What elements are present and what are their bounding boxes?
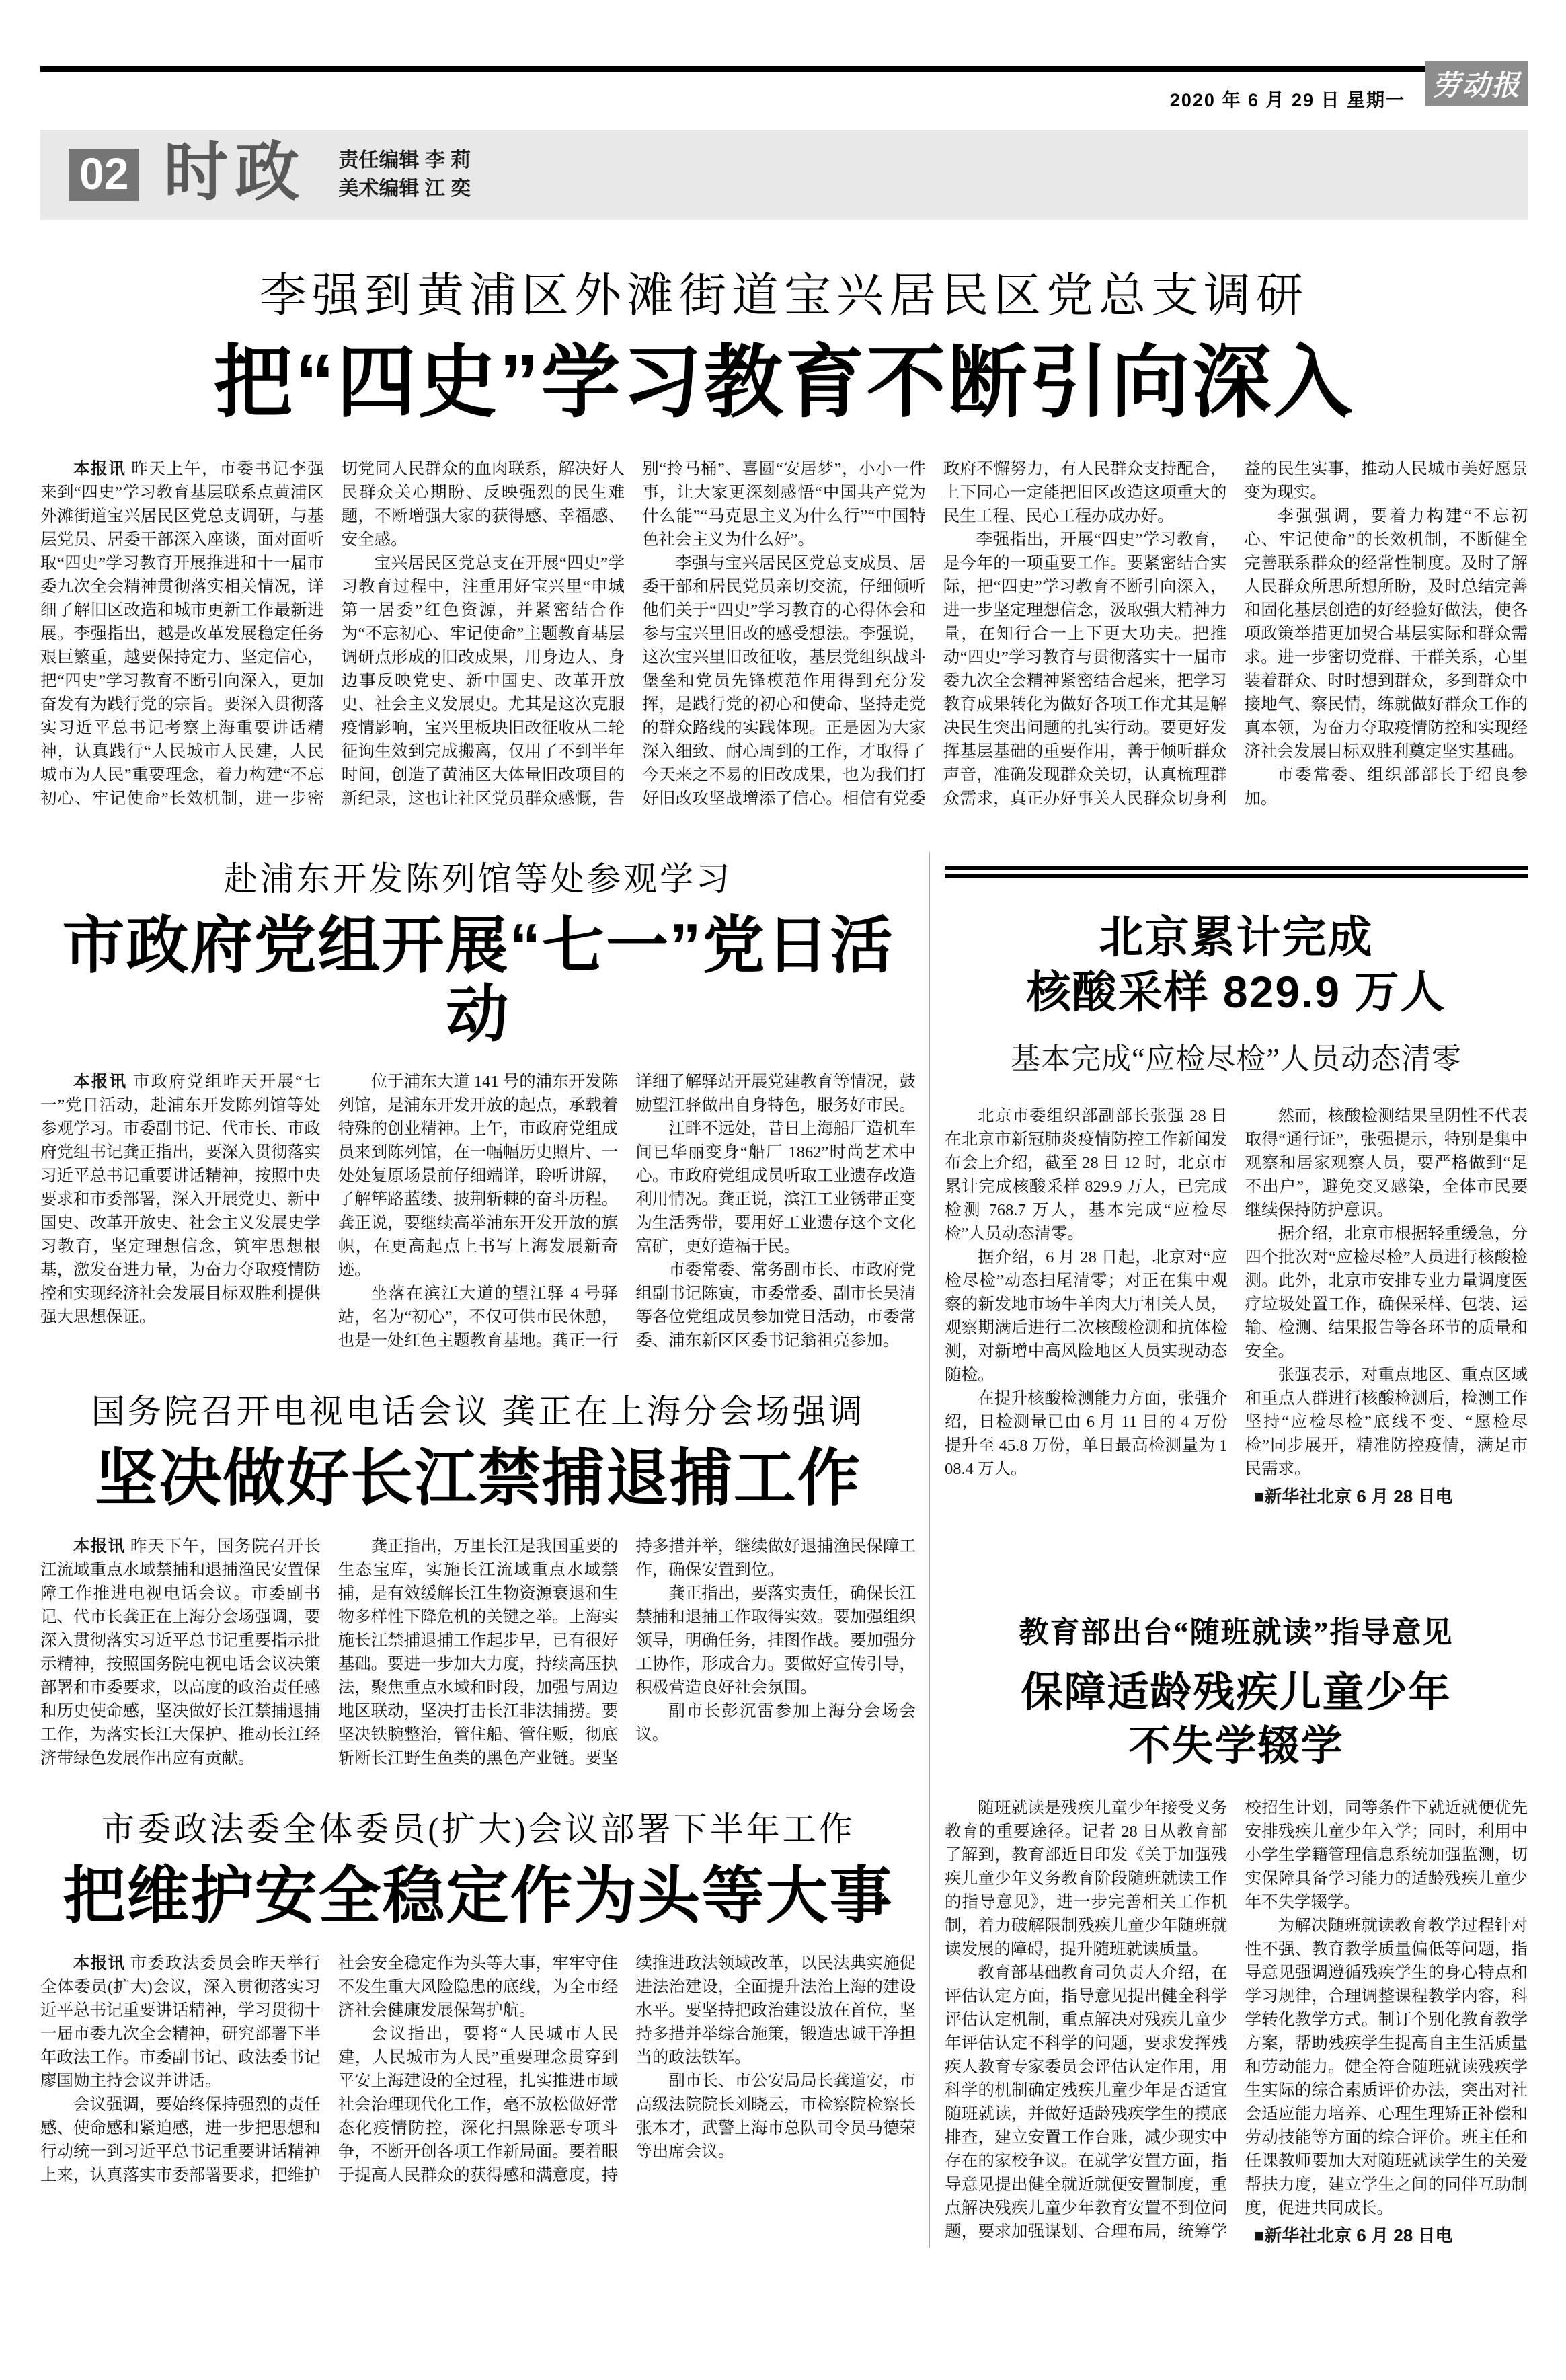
paragraph: 副市长、市公安局局长龚道安，市高级法院院长刘晓云，市检察院检察长张本才，武警上海市总队司令员马德荣等出席会议。 xyxy=(635,2071,916,2161)
paragraph: 会议强调，要始终保持强烈的责任感、使命感和紧迫感，进一步把思想和行动统一到习近平总书记重要讲话精神上来，认真落实市委部署要求，把维护社会安全稳定作为头等大事，牢牢守住不发生重大风险隐患的底线，为全市经济社会健康发展保驾护航。 xyxy=(40,1954,619,2184)
headline-line: 不失学辍学 xyxy=(1128,1722,1344,1769)
paragraph: 然而，核酸检测结果呈阴性不代表取得“通行证”，张强提示，特别是集中观察和居家观察人员，要严格做到“足不出户”，避免交叉感染，全体市民要继续保持防护意识。 xyxy=(1245,1106,1528,1219)
editor-credits xyxy=(338,147,471,203)
article-headline: 坚决做好长江禁捕退捕工作 xyxy=(95,1443,861,1514)
right-column-region xyxy=(929,852,1528,2248)
paragraph: 副市长彭沉雷参加上海分会场会议。 xyxy=(635,1701,916,1744)
article-kicker: 国务院召开电视电话会议 龚正在上海分会场强调 xyxy=(91,1393,865,1431)
paragraph: 北京市委组织部副部长张强 28 日在北京市新冠肺炎疫情防控工作新闻发布会上介绍，截至 28 日 12 时，北京市累计完成核酸采样 829.9 万人，已完成检测 768.7 万人，基本完成“应检尽检”人员动态清零。 xyxy=(945,1106,1228,1243)
article-education xyxy=(945,1608,1528,2248)
left-column-region xyxy=(40,852,929,2248)
article-body xyxy=(945,1104,1528,1508)
article-beijing xyxy=(945,866,1528,1508)
paragraph: 坐落在滨江大道的望江驿 4 号驿站，名为“初心”，不仅可供市民休憩，也是一处红色主题教育基地。龚正一行详细了解驿站开展党建教育等情况，鼓励望江驿做出自身特色，服务好市民。 xyxy=(338,1073,916,1350)
article-stability xyxy=(40,1802,916,2187)
double-rule xyxy=(945,866,1528,878)
byline: ■新华社北京 6 月 28 日电 xyxy=(1253,2225,1453,2245)
paragraph: 李强强调，要着力构建“不忘初心、牢记使命”的长效机制，不断健全完善联系群众的经常性制度。及时了解人民群众所思所想所盼，及时总结完善和固化基层创造的好经验好做法，使各项政策举措更加契合基层实际和群众需求。进一步密切党群、干群关系，心里装着群众、时时想到群众，多到群众中接地气、察民情，练就做好群众工作的真本领，为奋力夺取疫情防控和实现经济社会发展目标双胜利奠定坚实基础。 xyxy=(1244,506,1528,761)
article-headline: 把维护安全稳定作为头等大事 xyxy=(63,1860,894,1931)
newspaper-logo: 劳动报 xyxy=(1425,61,1528,106)
article-party-day xyxy=(40,852,916,1353)
editor-line: 责任编辑 李 莉 xyxy=(338,149,471,171)
section-band xyxy=(40,130,1528,220)
paragraph: 为解决随班就读教育教学过程针对性不强、教育教学质量偏低等问题，指导意见强调遵循残疾学生的身心特点和学习规律，合理调整课程教学内容，科学转化教学方式。制订个别化教育教学方案，帮助残疾学生提高自主生活质量和劳动能力。健全符合随班就读残疾学生实际的综合素质评价办法，突出对社会适应能力培养、心理生理矫正补偿和劳动技能等方面的综合评价。班主任和任课教师要加大对随班就读学生的关爱帮扶力度，建立学生之间的同伴互助制度，促进共同成长。 xyxy=(1245,1916,1528,2217)
article-headline xyxy=(945,909,1528,1020)
article-body xyxy=(40,1952,916,2187)
paragraph: 张强表示，对重点地区、重点区域和重点人群进行核酸检测后，检测工作坚持“应检尽检”底线不变、“愿检尽检”同步展开，精准防控疫情，满足市民需求。 xyxy=(1245,1365,1528,1478)
paragraph: 本报讯 昨天下午，国务院召开长江流域重点水域禁捕和退捕渔民安置保障工作推进电视电话会议。市委副书记、代市长龚正在上海分会场强调，要深入贯彻落实习近平总书记重要指示批示精神，按照国务院电视电话会议决策部署和市委要求，以高度的政治责任感和历史使命感，坚决做好长江禁捕退捕工作，为落实长江大保护、推动长江经济带绿色发展作出应有贡献。 xyxy=(40,1537,321,1767)
article-body xyxy=(40,1070,916,1352)
article-headline: 把“四史”学习教育不断引向深入 xyxy=(213,338,1355,427)
paragraph: 宝兴居民区党总支在开展“四史”学习教育过程中，注重用好宝兴里“申城第一居委”红色资源，并紧密结合作为“不忘初心、牢记使命”主题教育基层调研点形成的旧改成果，用身边人、身边事反映党史、新中国史、改革开放史、社会主义发展史。尤其是这次克服疫情影响，宝兴里板块旧改征收从二轮征询生效到完成搬离，仅用了不到半年时间，创造了黄浦区大体量旧改项目的新纪录，这也让社区党员群众感慨，告别“拎马桶”、喜圆“安居梦”，小小一件事，让大家更深刻感悟“中国共产党为什么能”“马克思主义为什么行”“中国特色社会主义为什么好”。 xyxy=(341,459,926,808)
lead-label: 本报讯 xyxy=(73,459,126,478)
article-body xyxy=(945,1796,1528,2248)
article-headline xyxy=(945,1666,1528,1773)
lead-label: 本报讯 xyxy=(73,1954,126,1972)
date-line: 2020 年 6 月 29 日 星期一 xyxy=(1169,90,1405,110)
paragraph: 教育部基础教育司负责人介绍，在评估认定方面，指导意见提出健全科学评估认定机制，重点解决对残疾儿童少年评估认定不科学的问题，要求发挥残疾人教育专家委员会评估认定作用，用科学的机制确定残疾儿童少年是否适宜随班就读，并做好适龄残疾学生的摸底排查，建立安置工作台账，减少现实中存在的家校争议。在就学安置方面，指导意见提出健全就近就便安置制度，重点解决残疾儿童少年教育安置不到位问题，要求加强谋划、合理布局，统筹学校招生计划，同等条件下就近就便优先安排残疾儿童少年入学；同时，利用中小学生学籍管理信息系统加强监测，切实保障具备学习能力的适龄残疾儿童少年不失学辍学。 xyxy=(945,1798,1528,2241)
paragraph: 市委常委、常务副市长、市政府党组副书记陈寅，市委常委、副市长吴清等各位党组成员参加党日活动，市委常委、浦东新区区委书记翁祖亮参加。 xyxy=(635,1261,916,1350)
article-kicker: 市委政法委全体委员(扩大)会议部署下半年工作 xyxy=(101,1810,855,1848)
article-subhead: 基本完成“应检尽检”人员动态清零 xyxy=(1010,1042,1462,1075)
paragraph: 本报讯 市委政法委员会昨天举行全体委员(扩大)会议，深入贯彻落实习近平总书记重要讲话精神，学习贯彻十一届市委九次全会精神，研究部署下半年政法工作。市委副书记、政法委书记廖国勋主持会议并讲话。 xyxy=(40,1954,321,2090)
byline: ■新华社北京 6 月 28 日电 xyxy=(1253,1486,1453,1506)
headline-line: 核酸采样 829.9 万人 xyxy=(1026,966,1446,1017)
section-title: 时政 xyxy=(163,137,307,208)
masthead xyxy=(40,71,1528,123)
paragraph: 会议指出，要将“人民城市人民建，人民城市为人民”重要理念贯穿到平安上海建设的全过程，扎实推进市域社会治理现代化工作，毫不放松做好常态化疫情防控，深化扫黑除恶专项斗争，不断开创各项工作新局面。要着眼于提高人民群众的获得感和满意度，持续推进政法领域改革，以民法典实施促进法治建设，全面提升法治上海的建设水平。要坚持把政治建设放在首位，坚持多措并举综合施策，锻造忠诚干净担当的政法铁军。 xyxy=(338,1954,916,2184)
article-headline: 市政府党组开展“七一”党日活动 xyxy=(62,910,894,1049)
lead-label: 本报讯 xyxy=(73,1073,128,1091)
paragraph: 本报讯 昨天上午，市委书记李强来到“四史”学习教育基层联系点黄浦区外滩街道宝兴居民区党总支调研，与基层党员、居委干部深入座谈，面对面听取“四史”学习教育开展推进和十一届市委九次全会精神贯彻落实相关情况，详细了解旧区改造和城市更新工作最新进展。李强指出，越是改革发展稳定任务艰巨繁重，越要保持定力、坚定信心，把“四史”学习教育不断引向深入，更加奋发有为践行党的宗旨。要深入贯彻落实习近平总书记考察上海重要讲话精神，认真践行“人民城市人民建，人民城市为人民”重要理念，着力构建“不忘初心、牢记使命”长效机制，进一步密切党同人民群众的血肉联系，解决好人民群众关心期盼、反映强烈的民生难题，不断增强大家的获得感、幸福感、安全感。 xyxy=(40,459,625,808)
article-body xyxy=(40,1535,916,1770)
article-kicker: 李强到黄浦区外滩街道宝兴居民区党总支调研 xyxy=(260,270,1308,322)
page-number: 02 xyxy=(69,149,139,201)
headline-line: 保障适龄残疾儿童少年 xyxy=(1021,1668,1452,1716)
paragraph: 据介绍，6 月 28 日起，北京对“应检尽检”动态扫尾清零；对正在集中观察的新发地市场牛羊肉大厅相关人员，观察期满后进行二次核酸检测和抗体检测，对新增中高风险地区人员实现动态随检。 xyxy=(945,1247,1228,1384)
paragraph: 江畔不远处，昔日上海船厂造机车间已华丽变身“船厂 1862”时尚艺术中心。市政府党组成员听取工业遗存改造利用情况。龚正说，滨江工业锈带正变为生活秀带，要用好工业遗存这个文化富矿，更好造福于民。 xyxy=(635,1120,916,1256)
paragraph: 在提升核酸检测能力方面，张强介绍，日检测量已由 6 月 11 日的 4 万份提升至 45.8 万份，单日最高检测量为 108.4 万人。 xyxy=(945,1389,1228,1478)
paragraph: 位于浦东大道 141 号的浦东开发陈列馆，是浦东开发开放的起点，承载着特殊的创业精神。上午，市政府党组成员来到陈列馆，在一幅幅历史照片、一处处复原场景前仔细端详，聆听讲解，了解筚路蓝缕、披荆斩棘的奋斗历程。龚正说，要继续高举浦东开发开放的旗帜，在更高起点上书写上海发展新奇迹。 xyxy=(338,1073,619,1280)
paragraph: 随班就读是残疾儿童少年接受义务教育的重要途径。记者 28 日从教育部了解到，教育部近日印发《关于加强残疾儿童少年义务教育阶段随班就读工作的指导意见》，进一步完善相关工作机制，着力破解限制残疾儿童少年随班就读发展的障碍，提升随班就读质量。 xyxy=(945,1798,1228,1958)
article-body xyxy=(40,457,1528,810)
masthead-rule xyxy=(40,66,1528,72)
article-kicker: 赴浦东开发陈列馆等处参观学习 xyxy=(224,859,732,898)
paragraph: 龚正指出，要落实责任，确保长江禁捕和退捕工作取得实效。要加强组织领导，明确任务，挂图作战。要加强分工协作，形成合力。要做好宣传引导，积极营造良好社会氛围。 xyxy=(635,1584,916,1697)
paragraph: 龚正指出，万里长江是我国重要的生态宝库，实施长江流域重点水域禁捕，是有效缓解长江生物资源衰退和生物多样性下降危机的关键之举。上海实施长江禁捕退捕工作起步早，已有很好基础。要进一步加大力度，持续高压执法，聚焦重点水域和时段，加强与周边地区联动，坚决打击长江非法捕捞。要坚决铁腕整治，管住船、管住贩，彻底斩断长江野生鱼类的黑色产业链。要坚持多措并举，继续做好退捕渔民保障工作，确保安置到位。 xyxy=(338,1537,916,1767)
headline-line: 北京累计完成 xyxy=(1099,911,1374,962)
article-yangtze xyxy=(40,1385,916,1769)
lead-label: 本报讯 xyxy=(73,1537,126,1556)
article-lead xyxy=(40,258,1528,810)
lower-zone xyxy=(40,852,1528,2248)
article-kicker: 教育部出台“随班就读”指导意见 xyxy=(1019,1615,1454,1649)
paragraph: 本报讯 市政府党组昨天开展“七一”党日活动，赴浦东开发陈列馆等处参观学习。市委副书记、代市长、市政府党组书记龚正指出，要深入贯彻落实习近平总书记重要讲话精神，按照中央要求和市委部署，深入开展党史、新中国史、改革开放史、社会主义发展史学习教育，坚定理想信念，筑牢思想根基，激发奋进力量，为奋力夺取疫情防控和实现经济社会发展目标双胜利提供强大思想保证。 xyxy=(40,1073,321,1327)
paragraph: 据介绍，北京市根据轻重缓急，分四个批次对“应检尽检”人员进行核酸检测。此外，北京市安排专业力量调度医疗垃圾处置工作，确保采样、包装、运输、检测、结果报告等各环节的质量和安全。 xyxy=(1245,1224,1528,1360)
paragraph: 李强与宝兴居民区党总支成员、居委干部和居民党员亲切交流，仔细倾听他们关于“四史”学习教育的心得体会和参与宝兴里旧改的感受想法。李强说，这次宝兴里旧改征收，基层党组织战斗堡垒和党员先锋模范作用得到充分发挥，是践行党的初心和使命、坚持走党的群众路线的实践体现。正是因为大家深入细致、耐心周到的工作，才取得了今天来之不易的旧改成果，也为我们打好旧改攻坚战增添了信心。相信有党委政府不懈努力，有人民群众支持配合，上下同心一定能把旧区改造这项重大的民生工程、民心工程办成办好。 xyxy=(642,459,1227,808)
paragraph: 市委常委、组织部部长于绍良参加。 xyxy=(1244,765,1528,808)
editor-line: 美术编辑 江 奕 xyxy=(338,178,471,200)
paragraph: 李强指出，开展“四史”学习教育，是今年的一项重要工作。要紧密结合实际，把“四史”学习教育不断引向深入，进一步坚定理想信念，汲取强大精神力量，在知行合一上下更大功夫。把推动“四史”学习教育与贯彻落实十一届市委九次全会精神紧密结合起来，把学习教育成果转化为做好各项工作尤其是解决民生突出问题的扎实行动。要更好发挥基层基础的重要作用，善于倾听群众声音，准确发现群众关切，认真梳理群众需求，真正办好事关人民群众切身利益的民生实事，推动人民城市美好愿景变为现实。 xyxy=(943,459,1528,808)
